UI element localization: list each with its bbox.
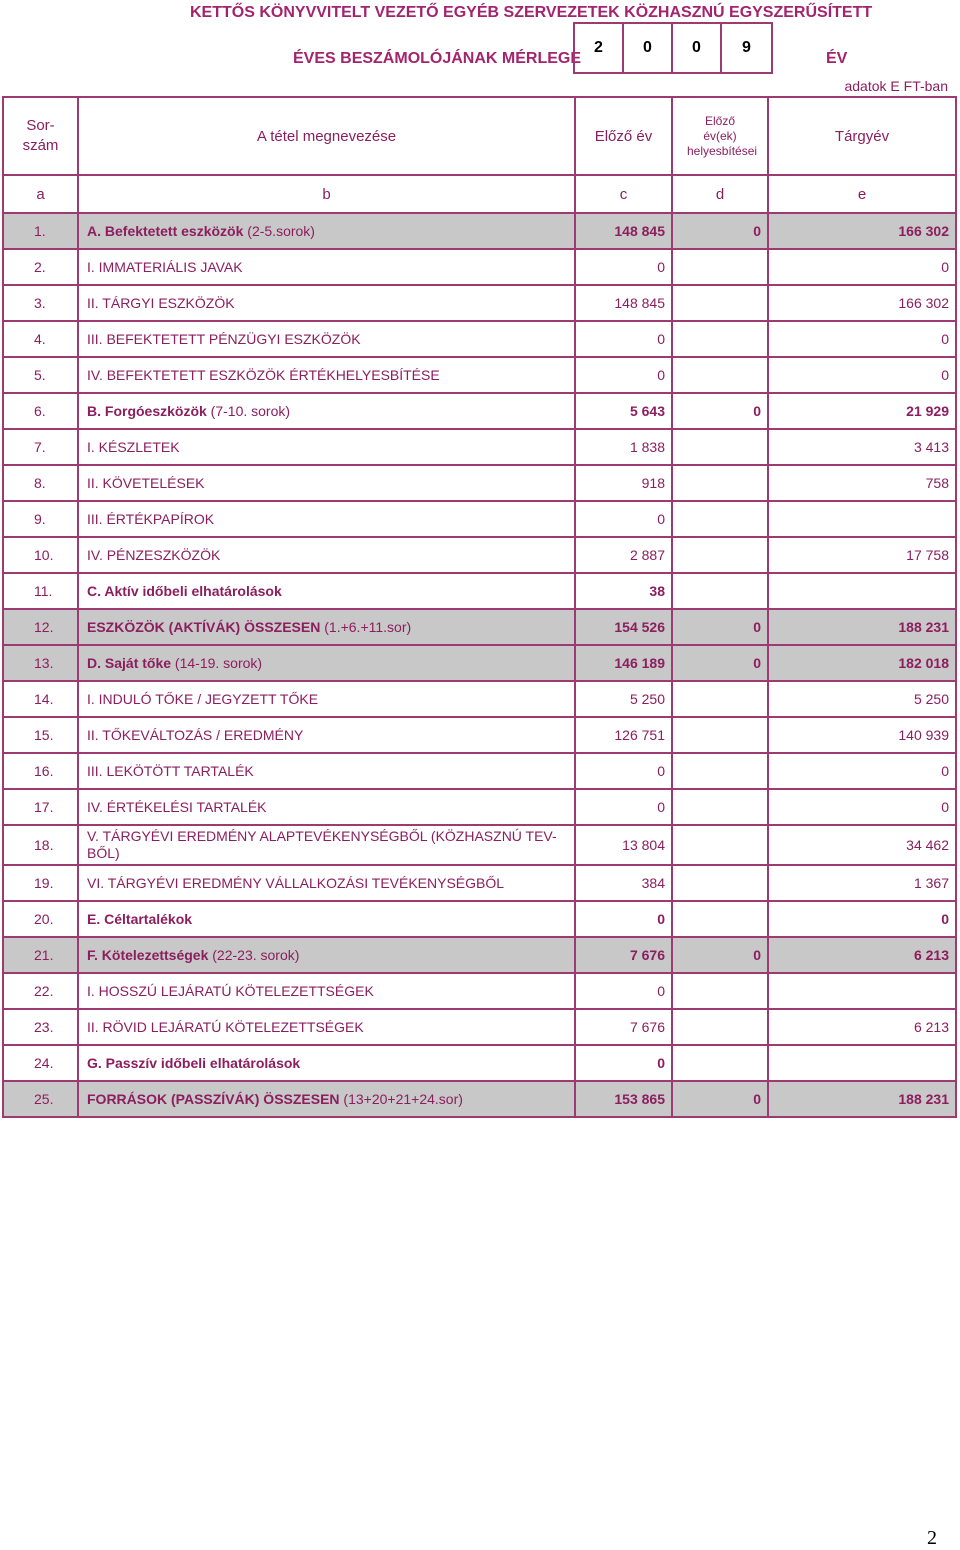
row-label-detail: I. IMMATERIÁLIS JAVAK <box>87 259 243 275</box>
value-adjustment <box>672 825 768 865</box>
row-number: 10. <box>3 537 78 573</box>
col-letter: a <box>3 175 78 213</box>
row-label-detail: II. RÖVID LEJÁRATÚ KÖTELEZETTSÉGEK <box>87 1019 364 1035</box>
value-adjustment <box>672 537 768 573</box>
row-label-detail: IV. BEFEKTETETT ESZKÖZÖK ÉRTÉKHELYESBÍTÉSE <box>87 367 440 383</box>
row-label-main: D. Saját tőke <box>87 655 172 671</box>
value-current-year <box>768 973 956 1009</box>
value-prev-year: 154 526 <box>575 609 672 645</box>
value-prev-year: 0 <box>575 973 672 1009</box>
value-adjustment <box>672 753 768 789</box>
table-row <box>3 537 956 573</box>
col-letter: e <box>768 175 956 213</box>
value-prev-year: 0 <box>575 249 672 285</box>
row-number: 20. <box>3 901 78 937</box>
report-title-line1: KETTŐS KÖNYVVITELT VEZETŐ EGYÉB SZERVEZETEK KÖZHASZNÚ EGYSZERŰSÍTETT <box>190 4 873 21</box>
table-row <box>3 825 956 865</box>
row-number: 1. <box>3 213 78 249</box>
row-label <box>78 717 575 753</box>
value-prev-year: 918 <box>575 465 672 501</box>
value-adjustment <box>672 901 768 937</box>
value-current-year: 0 <box>768 901 956 937</box>
value-adjustment <box>672 573 768 609</box>
row-number: 3. <box>3 285 78 321</box>
row-label-main: C. Aktív időbeli elhatárolások <box>87 583 282 599</box>
table-row <box>3 789 956 825</box>
value-adjustment <box>672 501 768 537</box>
value-adjustment <box>672 681 768 717</box>
value-adjustment: 0 <box>672 393 768 429</box>
table-row <box>3 753 956 789</box>
table-row <box>3 249 956 285</box>
value-prev-year: 1 838 <box>575 429 672 465</box>
col-header-no-label: Sor- szám <box>22 117 59 154</box>
year-box <box>573 22 773 74</box>
row-label <box>78 321 575 357</box>
col-header-curr: Tárgyév <box>768 97 956 175</box>
row-label-detail: II. TŐKEVÁLTOZÁS / EREDMÉNY <box>87 727 304 743</box>
unit-note: adatok E FT-ban <box>844 78 948 94</box>
value-current-year: 0 <box>768 321 956 357</box>
row-label <box>78 1081 575 1117</box>
row-number: 11. <box>3 573 78 609</box>
value-current-year: 0 <box>768 357 956 393</box>
table-row <box>3 973 956 1009</box>
row-label <box>78 393 575 429</box>
row-label <box>78 973 575 1009</box>
table-row <box>3 357 956 393</box>
value-adjustment <box>672 465 768 501</box>
table-row <box>3 573 956 609</box>
table-row <box>3 901 956 937</box>
value-prev-year: 148 845 <box>575 213 672 249</box>
row-number: 2. <box>3 249 78 285</box>
col-letter: b <box>78 175 575 213</box>
row-label <box>78 357 575 393</box>
value-current-year <box>768 1045 956 1081</box>
value-adjustment <box>672 717 768 753</box>
col-letter: d <box>672 175 768 213</box>
row-number: 16. <box>3 753 78 789</box>
value-current-year: 5 250 <box>768 681 956 717</box>
value-current-year: 188 231 <box>768 1081 956 1117</box>
row-label-detail: (22-23. sorok) <box>208 947 300 963</box>
table-header-row <box>3 97 956 175</box>
row-label-detail: (2-5.sorok) <box>243 223 315 239</box>
page-number: 2 <box>927 1527 937 1549</box>
value-current-year: 0 <box>768 753 956 789</box>
year-label: ÉV <box>826 50 848 67</box>
row-number: 4. <box>3 321 78 357</box>
row-label <box>78 865 575 901</box>
report-title-line2: ÉVES BESZÁMOLÓJÁNAK MÉRLEGE <box>293 50 582 67</box>
row-label <box>78 1009 575 1045</box>
row-number: 18. <box>3 825 78 865</box>
row-number: 5. <box>3 357 78 393</box>
row-label <box>78 937 575 973</box>
year-digit: 0 <box>624 24 673 72</box>
table-row <box>3 393 956 429</box>
row-label-detail: II. KÖVETELÉSEK <box>87 475 205 491</box>
value-prev-year: 0 <box>575 901 672 937</box>
table-row <box>3 465 956 501</box>
row-number: 24. <box>3 1045 78 1081</box>
value-current-year: 34 462 <box>768 825 956 865</box>
row-label-detail: I. HOSSZÚ LEJÁRATÚ KÖTELEZETTSÉGEK <box>87 983 374 999</box>
value-adjustment: 0 <box>672 937 768 973</box>
value-prev-year: 5 250 <box>575 681 672 717</box>
value-prev-year: 7 676 <box>575 1009 672 1045</box>
table-row <box>3 865 956 901</box>
row-number: 15. <box>3 717 78 753</box>
row-label <box>78 901 575 937</box>
row-label-detail: VI. TÁRGYÉVI EREDMÉNY VÁLLALKOZÁSI TEVÉKENYSÉGBŐL <box>87 875 505 891</box>
value-adjustment: 0 <box>672 213 768 249</box>
row-label-main: ESZKÖZÖK (AKTÍVÁK) ÖSSZESEN <box>87 619 321 635</box>
row-number: 25. <box>3 1081 78 1117</box>
row-number: 9. <box>3 501 78 537</box>
row-label <box>78 1045 575 1081</box>
column-letter-row <box>3 175 956 213</box>
row-number: 7. <box>3 429 78 465</box>
table-row <box>3 717 956 753</box>
row-label <box>78 789 575 825</box>
value-prev-year: 384 <box>575 865 672 901</box>
value-adjustment: 0 <box>672 609 768 645</box>
row-label <box>78 537 575 573</box>
row-label-main: FORRÁSOK (PASSZÍVÁK) ÖSSZESEN <box>87 1091 340 1107</box>
value-prev-year: 126 751 <box>575 717 672 753</box>
row-number: 22. <box>3 973 78 1009</box>
row-label <box>78 213 575 249</box>
row-label <box>78 645 575 681</box>
value-adjustment: 0 <box>672 645 768 681</box>
row-label-detail: II. TÁRGYI ESZKÖZÖK <box>87 295 235 311</box>
col-header-adj <box>672 97 768 175</box>
row-label <box>78 753 575 789</box>
table-row <box>3 1081 956 1117</box>
value-current-year: 166 302 <box>768 285 956 321</box>
value-adjustment <box>672 249 768 285</box>
row-label-detail: I. INDULÓ TŐKE / JEGYZETT TŐKE <box>87 691 319 707</box>
value-prev-year: 153 865 <box>575 1081 672 1117</box>
value-current-year: 188 231 <box>768 609 956 645</box>
row-number: 17. <box>3 789 78 825</box>
row-number: 14. <box>3 681 78 717</box>
value-prev-year: 0 <box>575 357 672 393</box>
row-label <box>78 429 575 465</box>
table-row <box>3 937 956 973</box>
row-label-detail: III. LEKÖTÖTT TARTALÉK <box>87 763 254 779</box>
table-row <box>3 681 956 717</box>
value-adjustment <box>672 321 768 357</box>
value-prev-year: 38 <box>575 573 672 609</box>
row-label-detail: (13+20+21+24.sor) <box>339 1091 463 1107</box>
table-row <box>3 645 956 681</box>
col-header-prev: Előző év <box>575 97 672 175</box>
value-prev-year: 0 <box>575 321 672 357</box>
value-adjustment <box>672 1045 768 1081</box>
value-prev-year: 0 <box>575 501 672 537</box>
value-current-year: 21 929 <box>768 393 956 429</box>
row-number: 12. <box>3 609 78 645</box>
row-number: 23. <box>3 1009 78 1045</box>
value-current-year: 17 758 <box>768 537 956 573</box>
value-adjustment <box>672 285 768 321</box>
table-row <box>3 213 956 249</box>
col-header-name: A tétel megnevezése <box>78 97 575 175</box>
value-current-year <box>768 501 956 537</box>
row-label <box>78 825 575 865</box>
row-number: 6. <box>3 393 78 429</box>
row-label <box>78 285 575 321</box>
row-label <box>78 501 575 537</box>
row-label-detail: III. BEFEKTETETT PÉNZÜGYI ESZKÖZÖK <box>87 331 361 347</box>
value-current-year: 140 939 <box>768 717 956 753</box>
row-label-detail: (7-10. sorok) <box>206 403 291 419</box>
value-adjustment <box>672 429 768 465</box>
balance-sheet-table <box>2 96 957 1118</box>
year-digit: 2 <box>575 24 624 72</box>
row-label <box>78 609 575 645</box>
value-current-year <box>768 573 956 609</box>
value-current-year: 6 213 <box>768 1009 956 1045</box>
row-label <box>78 573 575 609</box>
row-label <box>78 465 575 501</box>
row-label-main: E. Céltartalékok <box>87 911 193 927</box>
row-label-detail: III. ÉRTÉKPAPÍROK <box>87 511 215 527</box>
row-label <box>78 249 575 285</box>
col-header-adj-label: Előző év(ek) helyesbítései <box>687 113 758 158</box>
col-letter: c <box>575 175 672 213</box>
row-label-detail: (14-19. sorok) <box>171 655 263 671</box>
table-row <box>3 501 956 537</box>
row-label-detail: IV. PÉNZESZKÖZÖK <box>87 547 221 563</box>
value-current-year: 166 302 <box>768 213 956 249</box>
value-current-year: 1 367 <box>768 865 956 901</box>
table-row <box>3 429 956 465</box>
value-prev-year: 0 <box>575 753 672 789</box>
row-label-main: F. Kötelezettségek <box>87 947 209 963</box>
value-current-year: 3 413 <box>768 429 956 465</box>
value-adjustment <box>672 973 768 1009</box>
value-prev-year: 13 804 <box>575 825 672 865</box>
value-adjustment <box>672 865 768 901</box>
value-current-year: 0 <box>768 789 956 825</box>
table-row <box>3 1009 956 1045</box>
row-number: 13. <box>3 645 78 681</box>
value-prev-year: 5 643 <box>575 393 672 429</box>
row-number: 19. <box>3 865 78 901</box>
col-header-no <box>3 97 78 175</box>
year-digit: 9 <box>722 24 773 72</box>
table-row <box>3 1045 956 1081</box>
row-number: 8. <box>3 465 78 501</box>
value-current-year: 6 213 <box>768 937 956 973</box>
value-prev-year: 0 <box>575 1045 672 1081</box>
value-prev-year: 2 887 <box>575 537 672 573</box>
row-label-detail: (1.+6.+11.sor) <box>320 619 412 635</box>
value-adjustment <box>672 357 768 393</box>
value-current-year: 0 <box>768 249 956 285</box>
value-prev-year: 148 845 <box>575 285 672 321</box>
table-row <box>3 321 956 357</box>
row-label-detail: V. TÁRGYÉVI EREDMÉNY ALAPTEVÉKENYSÉGBŐL (KÖZHASZNÚ TEV-BŐL) <box>87 828 557 861</box>
row-label-detail: IV. ÉRTÉKELÉSI TARTALÉK <box>87 799 267 815</box>
year-digit: 0 <box>673 24 722 72</box>
row-number: 21. <box>3 937 78 973</box>
row-label <box>78 681 575 717</box>
value-adjustment <box>672 789 768 825</box>
row-label-main: A. Befektetett eszközök <box>87 223 244 239</box>
table-row <box>3 285 956 321</box>
value-adjustment <box>672 1009 768 1045</box>
value-current-year: 758 <box>768 465 956 501</box>
row-label-main: G. Passzív időbeli elhatárolások <box>87 1055 301 1071</box>
value-prev-year: 146 189 <box>575 645 672 681</box>
value-prev-year: 7 676 <box>575 937 672 973</box>
row-label-detail: I. KÉSZLETEK <box>87 439 180 455</box>
table-row <box>3 609 956 645</box>
value-prev-year: 0 <box>575 789 672 825</box>
value-current-year: 182 018 <box>768 645 956 681</box>
row-label-main: B. Forgóeszközök <box>87 403 207 419</box>
value-adjustment: 0 <box>672 1081 768 1117</box>
